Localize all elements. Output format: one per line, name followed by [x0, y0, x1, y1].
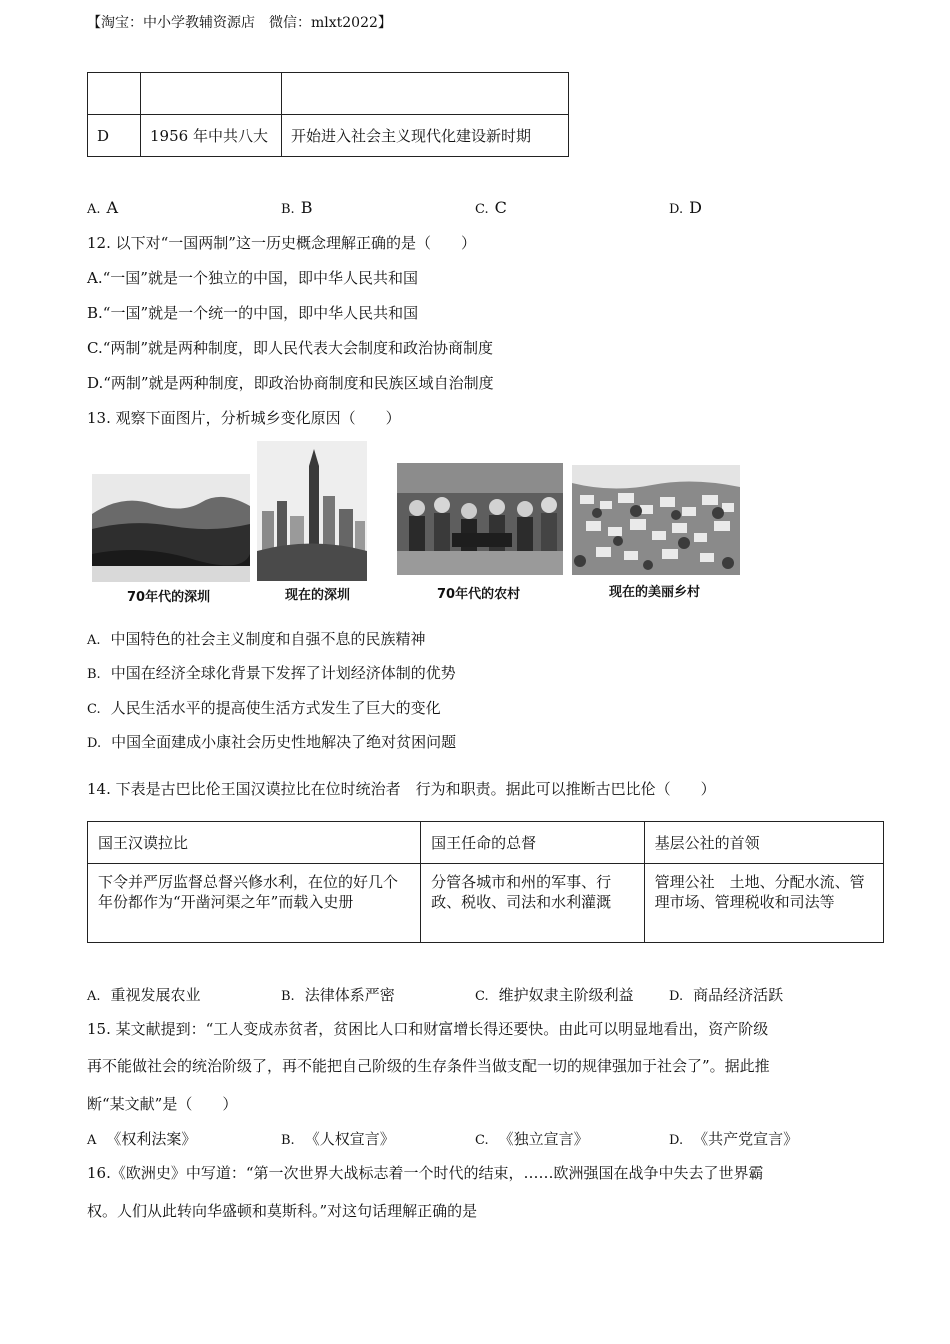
q12-option-a[interactable]: A.“一国”就是一个独立的中国，即中华人民共和国: [87, 269, 418, 287]
q15-option-d[interactable]: D. 《共产党宣言》: [669, 1130, 799, 1148]
q11-option-a[interactable]: A. A: [87, 198, 119, 217]
table-cell: D: [88, 115, 141, 157]
table-cell: 开始进入社会主义现代化建设新时期: [282, 115, 569, 157]
table-row: [88, 73, 569, 115]
q15-stem-line: 再不能做社会的统治阶级了，再不能把自己阶级的生存条件当做支配一切的规律强加于社会了”。据此推: [87, 1057, 770, 1075]
photo-caption: 70年代的农村: [437, 587, 521, 602]
q14-option-c[interactable]: C. 维护奴隶主阶级利益: [475, 986, 634, 1004]
q12-stem: 12. 以下对“一国两制”这一历史概念理解正确的是（ ）: [87, 234, 476, 252]
header-note: 【淘宝：中小学教辅资源店 微信：mlxt2022】: [87, 15, 392, 31]
table-header: 国王汉谟拉比: [88, 822, 421, 864]
q14-stem: 14. 下表是古巴比伦王国汉谟拉比在位时统治者 行为和职责。据此可以推断古巴比伦（ ）: [87, 780, 716, 798]
babylon-table: [87, 821, 884, 943]
photo-shenzhen-1970s: [92, 474, 250, 582]
photo-caption: 现在的美丽乡村: [609, 585, 701, 600]
q14-option-a[interactable]: A. 重视发展农业: [87, 986, 201, 1004]
q15-option-a[interactable]: A 《权利法案》: [87, 1130, 197, 1148]
q11-option-d[interactable]: D. D: [669, 198, 702, 217]
q16-stem-line: 权。人们从此转向华盛顿和莫斯科。”对这句话理解正确的是: [87, 1202, 478, 1220]
q15-option-b[interactable]: B. 《人权宣言》: [281, 1130, 395, 1148]
table-cell: [141, 73, 282, 115]
photo-caption: 现在的深圳: [285, 588, 351, 603]
photo-shenzhen-now: [257, 441, 367, 581]
q15-option-c[interactable]: C. 《独立宣言》: [475, 1130, 589, 1148]
table-row: [88, 115, 569, 157]
table-cell: [88, 73, 141, 115]
answer-table: [87, 72, 569, 157]
q11-option-c[interactable]: C. C: [475, 198, 507, 217]
table-header: 国王任命的总督: [421, 822, 644, 864]
table-header: 基层公社的首领: [644, 822, 883, 864]
photo-village-now: [572, 465, 740, 575]
q13-option-a[interactable]: A. 中国特色的社会主义制度和自强不息的民族精神: [87, 630, 426, 648]
photo-village-1970s: [397, 463, 563, 575]
q12-option-b[interactable]: B.“一国”就是一个统一的中国，即中华人民共和国: [87, 304, 419, 322]
q12-option-c[interactable]: C.“两制”就是两种制度，即人民代表大会制度和政治协商制度: [87, 339, 494, 357]
table-cell: 下令并严厉监督总督兴修水利，在位的好几个年份都作为“开凿河渠之年”而载入史册: [88, 864, 421, 943]
q14-option-d[interactable]: D. 商品经济活跃: [669, 986, 784, 1004]
table-cell: 分管各城市和州的军事、行政、税收、司法和水利灌溉: [421, 864, 644, 943]
q15-stem-line: 15. 某文献提到：“工人变成赤贫者，贫困比人口和财富增长得还要快。由此可以明显地看出，资产阶级: [87, 1020, 769, 1038]
table-cell: 管理公社 土地、分配水流、管理市场、管理税收和司法等: [644, 864, 883, 943]
q16-stem-line: 16.《欧洲史》中写道：“第一次世界大战标志着一个时代的结束，……欧洲强国在战争中失去了世界霸: [87, 1164, 764, 1182]
q14-option-b[interactable]: B. 法律体系严密: [281, 986, 395, 1004]
q13-stem: 13. 观察下面图片，分析城乡变化原因（ ）: [87, 409, 401, 427]
q13-option-d[interactable]: D. 中国全面建成小康社会历史性地解决了绝对贫困问题: [87, 733, 457, 751]
q12-option-d[interactable]: D.“两制”就是两种制度，即政治协商制度和民族区域自治制度: [87, 374, 494, 392]
table-header-row: [88, 822, 884, 864]
table-cell: 1956 年中共八大: [141, 115, 282, 157]
q15-stem-line: 断“某文献”是（ ）: [87, 1095, 238, 1113]
table-cell: [282, 73, 569, 115]
table-row: [88, 864, 884, 943]
q11-option-b[interactable]: B. B: [281, 198, 313, 217]
q13-option-c[interactable]: C. 人民生活水平的提高使生活方式发生了巨大的变化: [87, 699, 441, 717]
photo-strip: [87, 438, 752, 608]
photo-caption: 70年代的深圳: [127, 590, 211, 605]
q13-option-b[interactable]: B. 中国在经济全球化背景下发挥了计划经济体制的优势: [87, 664, 456, 682]
